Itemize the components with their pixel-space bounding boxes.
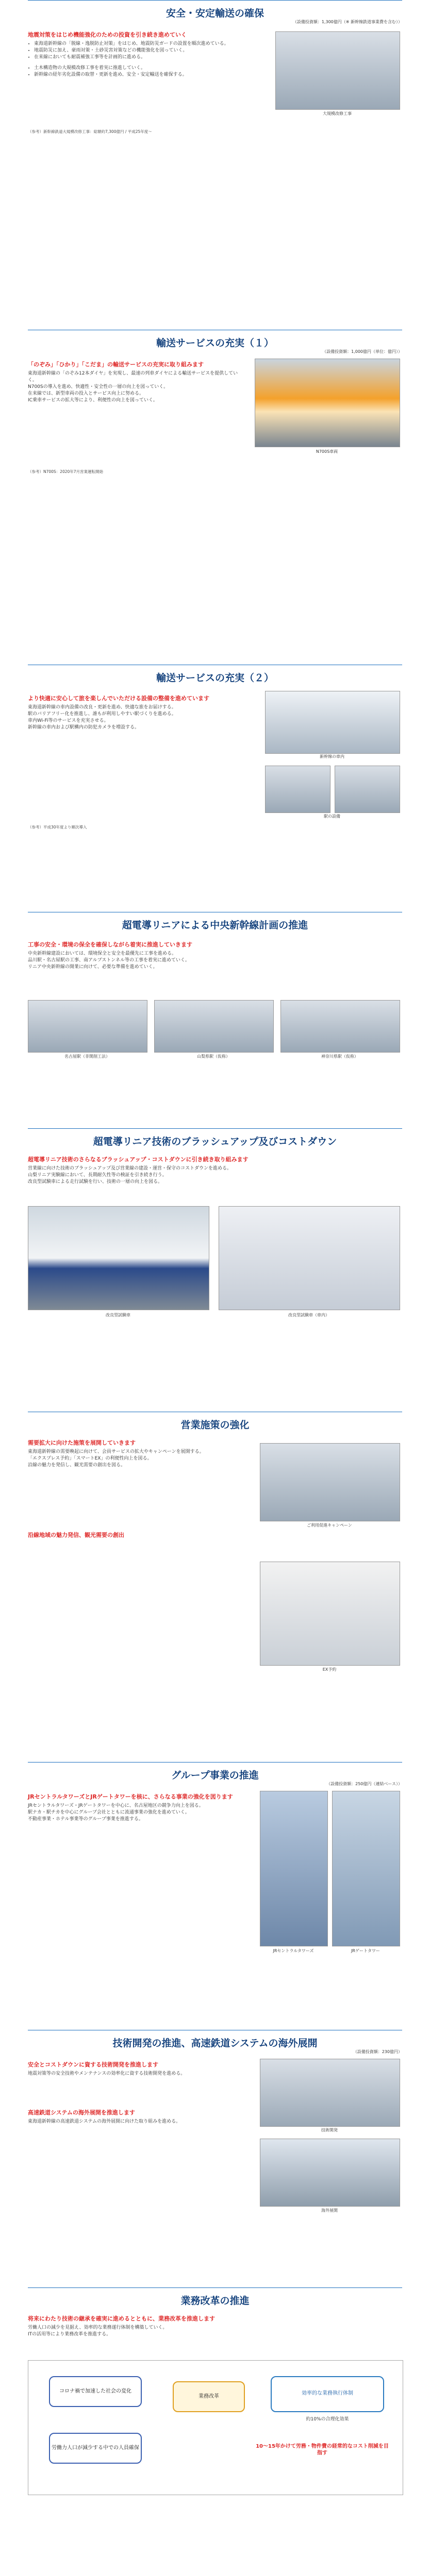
section-maglev-plan: [28, 912, 402, 1067]
diagram-red-note: 10〜15年かけて労務・物件費の経常的なコスト削減を目指す: [256, 2444, 389, 2456]
bullet-item: • 新幹線の経年劣化設備の取替・更新を進め、安全・安定輸送を確保する。: [34, 72, 260, 78]
photo-l0-train: [28, 1206, 209, 1310]
section-title: 超電導リニア技術のブラッシュアップ及びコストダウン: [93, 1136, 337, 1147]
paragraph: N700Sの導入を進め、快適性・安全性の一層の向上を図っていく。: [28, 384, 169, 389]
section-lead-2: 高速鉄道システムの海外展開を推進します: [28, 2109, 135, 2116]
section-sales: [28, 1412, 402, 1701]
section-transport-2: [28, 665, 402, 851]
photo-tower-1: [260, 1791, 328, 1946]
photo-caption: 山梨県駅（仮称）: [197, 1054, 230, 1059]
section-lead: 地震対策をはじめ機能強化のための投資を引き続き進めていく: [28, 31, 187, 38]
paragraph: 「エクスプレス予約」「スマートEX」の利便性向上を図る。: [28, 1456, 152, 1461]
photo-caption: EX予約: [322, 1667, 337, 1672]
section-investment-note: （設備投資額：230億円）: [353, 2049, 402, 2054]
paragraph: 品川駅・名古屋駅の工事、南アルプストンネル等の工事を着実に進めていく。: [28, 958, 190, 963]
photo-station: [335, 766, 400, 813]
section-maglev-tech: [28, 1128, 402, 1345]
photo-caption: 改良型試験車（車内）: [288, 1313, 329, 1317]
paragraph: 改良型試験車による走行試験を行い、技術の一層の向上を図る。: [28, 1179, 163, 1184]
photo-caption: 改良型試験車: [106, 1313, 130, 1317]
photo-caption: 名古屋駅（非開削工法）: [64, 1054, 110, 1059]
section-tech: [28, 2030, 402, 2226]
photo-structure: [275, 31, 400, 110]
bullet-item: • 在来線においても耐震補強工事等を計画的に進める。: [34, 54, 260, 61]
paragraph: 駅のバリアフリー化を推進し、誰もが利用しやすい駅づくりを進める。: [28, 711, 176, 717]
paragraph: 不動産事業・ホテル事業等のグループ事業を推進する。: [28, 1817, 143, 1822]
section-lead: 「のぞみ」「ひかり」「こだま」の輸送サービスの充実に取り組みます: [28, 361, 204, 368]
photo-nagoya: [28, 1000, 147, 1053]
photo-interior: [265, 766, 330, 813]
photo-yamanashi: [154, 1000, 274, 1053]
diagram-box-efficient: 効率的な業務執行体制: [271, 2376, 384, 2412]
bullet-list-2: [28, 65, 260, 78]
paragraph: リニア中央新幹線の開業に向けて、必要な準備を進めていく。: [28, 964, 158, 970]
photo-caption: 海外展開: [321, 2208, 338, 2213]
section-transport-1: [28, 330, 402, 500]
section-title: 業務改革の推進: [180, 2295, 250, 2307]
diagram-box-labor: 労働力人口が減少する中での人員確保: [49, 2433, 142, 2464]
section-lead-2: 沿線地域の魅力発信、観光需要の創出: [28, 1532, 124, 1538]
section-lead: より快適に安心して旅を楽しんでいただける設備の整備を進めています: [28, 695, 209, 702]
photo-campaign: [260, 1443, 400, 1521]
footnote: （参考）N700S：2020年7月営業運転開始: [28, 469, 104, 474]
paragraph: 沿線の魅力を発信し、観光需要の創出を図る。: [28, 1463, 126, 1468]
photo-caption: 大規模改修工事: [323, 111, 352, 116]
photo-caption: ご利用促進キャンペーン: [307, 1523, 352, 1528]
reform-diagram: [28, 2360, 403, 2495]
paragraph: 東海道新幹線の「のぞみ12本ダイヤ」を実現し、最速の列車ダイヤによる輸送サービスを提供していく。: [28, 371, 238, 383]
section-title: 輸送サービスの充実（２）: [156, 672, 274, 684]
section-title: 安全・安定輸送の確保: [166, 8, 264, 19]
section-title: グループ事業の推進: [171, 1770, 259, 1781]
diagram-box-change: コロナ禍で加速した社会の変化: [49, 2376, 142, 2407]
footnote: （参考）新幹線鉄道大規模改修工事：総額約7,300億円 / 平成25年度〜: [28, 129, 152, 134]
photo-ex: [260, 1562, 400, 1666]
paragraph: 中央新幹線建設においては、環境保全と安全を最優先に工事を進める。: [28, 951, 177, 956]
photo-kanagawa: [280, 1000, 400, 1053]
paragraph: 駅ナカ・駅チカを中心にグループ会社とともに流通事業の強化を進めていく。: [28, 1810, 190, 1815]
photo-shinkansen: [265, 691, 400, 754]
section-title: 超電導リニアによる中央新幹線計画の推進: [122, 920, 308, 931]
paragraph: 車内Wi-Fi等のサービスを充実させる。: [28, 718, 109, 723]
section-lead: 需要拡大に向けた施策を展開していきます: [28, 1439, 136, 1446]
section-investment-note: （設備投資額：1,300億円（※ 新幹線鉄道事業費を含む））: [292, 20, 402, 24]
section-title: 営業施策の強化: [180, 1419, 250, 1431]
bullet-item: • 土木構造物の大規模改修工事を着実に推進していく。: [34, 65, 260, 72]
section-investment-note: （設備投資額：1,000億円（単位：億円））: [322, 349, 402, 354]
section-reform: [28, 2287, 402, 2504]
paragraph: 東海道新幹線の需要喚起に向けて、会員サービスの拡大やキャンペーンを展開する。: [28, 1449, 204, 1454]
photo-caption: 神奈川県駅（仮称）: [321, 1054, 358, 1059]
paragraph: 山梨リニア実験線において、長期耐久性等の検証を引き続き行う。: [28, 1173, 167, 1178]
section-lead: JRセントラルタワーズとJRゲートタワーを核に、さらなる事業の強化を図ります: [28, 1793, 233, 1800]
paragraph: 労働人口の減少を見据え、効率的な業務遂行体制を構築していく。: [28, 2325, 168, 2330]
photo-caption: N700S車両: [316, 449, 338, 454]
section-lead: 工事の安全・環境の保全を確保しながら着実に推進していきます: [28, 941, 192, 948]
paragraph: 東海道新幹線の高速鉄道システムの海外展開に向けた取り組みを進める。: [28, 2119, 181, 2124]
photo-overseas: [260, 2139, 400, 2207]
section-group: [28, 1762, 402, 1969]
bullet-item: • 地震防災に加え、豪雨対策・土砂災害対策などの機能強化を図っていく。: [34, 47, 260, 54]
section-lead: 超電導リニア技術のさらなるブラッシュアップ・コストダウンに引き続き取り組みます: [28, 1156, 249, 1163]
section-investment-note: （設備投資額：250億円（連結ベース））: [326, 1782, 402, 1786]
paragraph: ITの活用等により業務改革を推進する。: [28, 2332, 111, 2337]
photo-caption: JRゲートタワー: [351, 1948, 380, 1953]
photo-caption: JRセントラルタワーズ: [273, 1948, 314, 1953]
section-safety: [28, 0, 402, 168]
paragraph: 在来線では、新型車両の投入とサービス向上に努める。: [28, 391, 144, 396]
photo-tower-2: [332, 1791, 400, 1946]
photo-caption: 駅の設備: [324, 814, 340, 819]
bullet-item: • 東海道新幹線の「脱線・逸脱防止対策」をはじめ、地震防災ガードの設置を順次進めている。: [34, 41, 260, 47]
section-lead: 安全とコストダウンに資する技術開発を推進します: [28, 2061, 158, 2068]
paragraph: 営業線に向けた技術のブラッシュアップ及び営業線の建設・運営・保守のコストダウンを進める。: [28, 1166, 232, 1171]
paragraph: 新幹線の車内および駅構内の防犯カメラを増設する。: [28, 725, 140, 730]
section-title: 技術開発の推進、高速鉄道システムの海外展開: [112, 2038, 318, 2049]
paragraph: 東海道新幹線の車内設備の改良・更新を進め、快適な旅をお届けする。: [28, 705, 176, 710]
photo-caption: 新幹線の車内: [320, 754, 344, 759]
photo-train: [255, 359, 400, 447]
photo-l0-interior: [219, 1206, 400, 1310]
footnote: （参考）平成30年度より順次導入: [28, 825, 87, 829]
paragraph: IC乗車サービスの拡大等により、利便性の向上を図っていく。: [28, 398, 158, 403]
section-title: 輸送サービスの充実（１）: [156, 337, 274, 349]
paragraph: JRセントラルタワーズ・JRゲートタワーを中心に、名古屋地区の競争力向上を図る。: [28, 1803, 204, 1808]
photo-caption: 技術開発: [321, 2128, 338, 2132]
photo-research: [260, 2059, 400, 2127]
bullet-list: [28, 41, 260, 61]
section-lead: 将来にわたり技術の継承を確実に進めるとともに、業務改革を推進します: [28, 2315, 215, 2322]
paragraph: 地震対策等の安全技術やメンテナンスの効率化に資する技術開発を進める。: [28, 2071, 186, 2076]
diagram-box-reform: 業務改革: [173, 2381, 245, 2412]
diagram-effect: 約10%の合理化効果: [306, 2417, 349, 2422]
